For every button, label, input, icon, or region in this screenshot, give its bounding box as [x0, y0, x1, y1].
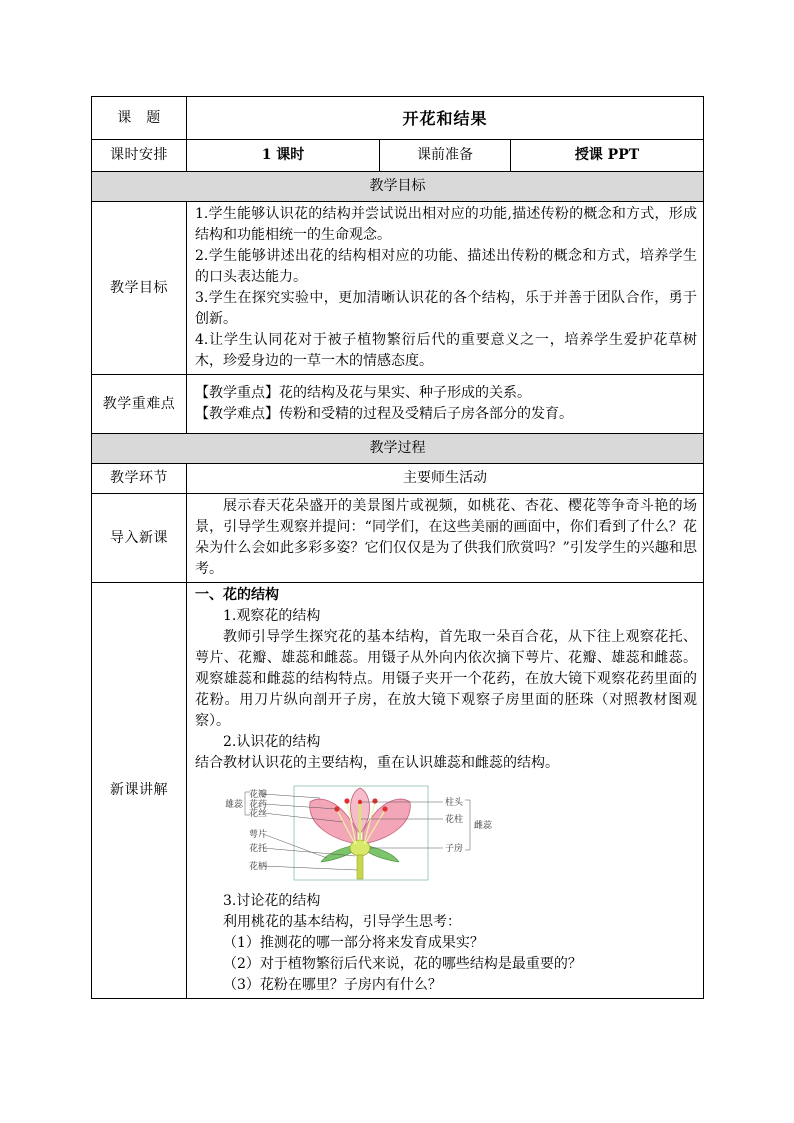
label-style: 花柱	[445, 815, 464, 825]
keypoint-item: 【教学难点】传粉和受精的过程及受精后子房各部分的发育。	[195, 406, 573, 422]
ovary-shape	[350, 840, 370, 856]
subheading-recognize: 2.认识花的结构	[223, 734, 321, 750]
label-anther: 花药	[249, 800, 268, 810]
label-receptacle: 花托	[249, 844, 268, 854]
hours-row	[92, 140, 704, 172]
flower-structure-figure	[225, 784, 525, 882]
section-heading: 一、花的结构	[195, 587, 279, 603]
intro-row	[92, 494, 704, 583]
topic-row	[92, 97, 704, 140]
hours-label: 课时安排	[92, 140, 187, 172]
recognize-paragraph: 结合教材认识花的主要结构，重在认识雄蕊和雌蕊的结构。	[195, 755, 559, 771]
new-lesson-label: 新课讲解	[92, 583, 187, 999]
intro-text: 展示春天花朵盛开的美景图片或视频，如桃花、杏花、樱花等争奇斗艳的场景，引导学生观察并提问：“同学们，在这些美丽的画面中，你们看到了什么？花朵为什么会如此多彩多姿？它们仅仅是为了供我们欣赏吗？”引发学生的兴趣和思考。	[195, 498, 697, 577]
process-section-title: 教学过程	[92, 434, 704, 464]
pedicel-shape	[357, 855, 363, 879]
step-column-header: 教学环节	[92, 464, 187, 494]
objectives-section-title: 教学目标	[92, 172, 704, 202]
objective-item: 4.让学生认同花对于被子植物繁衍后代的重要意义之一，培养学生爱护花草树木，珍爱身边的一草一木的情感态度。	[195, 332, 697, 369]
process-header-row	[92, 464, 704, 494]
label-stamen: 雄蕊	[225, 800, 244, 810]
objective-item: 1.学生能够认识花的结构并尝试说出相对应的功能,描述传粉的概念和方式，形成结构和功能相统一的生命观念。	[195, 206, 697, 243]
objective-item: 3.学生在探究实验中，更加清晰认识花的各个结构，乐于并善于团队合作，勇于创新。	[195, 290, 697, 327]
prep-label: 课前准备	[380, 140, 511, 172]
lesson-plan-table	[91, 96, 704, 999]
objective-item: 2.学生能够讲述出花的结构相对应的功能、描述出传粉的概念和方式，培养学生的口头表达能力。	[195, 248, 697, 285]
label-petal: 花瓣	[249, 790, 268, 800]
label-pedicel: 花柄	[249, 862, 268, 872]
flower-structure-diagram	[225, 784, 697, 889]
intro-label: 导入新课	[92, 494, 187, 583]
intro-content	[187, 494, 704, 583]
keypoint-item: 【教学重点】花的结构及花与果实、种子形成的关系。	[195, 385, 531, 401]
process-section-row	[92, 434, 704, 464]
discuss-paragraph: 利用桃花的基本结构，引导学生思考：	[223, 914, 461, 930]
prep-value: 授课 PPT	[511, 140, 704, 172]
label-filament: 花丝	[249, 809, 268, 819]
objectives-section-row	[92, 172, 704, 202]
question-item: （3）花粉在哪里？子房内有什么？	[223, 977, 442, 993]
label-stigma: 柱头	[445, 798, 464, 808]
label-sepal: 萼片	[249, 830, 268, 840]
keypoints-label: 教学重难点	[92, 375, 187, 434]
new-lesson-content	[187, 583, 704, 999]
subheading-observe: 1.观察花的结构	[223, 608, 321, 624]
keypoints-row	[92, 375, 704, 434]
topic-label: 课 题	[92, 97, 187, 140]
question-item: （2）对于植物繁衍后代来说，花的哪些结构是最重要的？	[223, 956, 582, 972]
objectives-content	[187, 202, 704, 375]
new-lesson-row	[92, 583, 704, 999]
label-ovary: 子房	[445, 844, 464, 854]
label-pistil: 雌蕊	[474, 821, 493, 831]
observe-paragraph: 教师引导学生探究花的基本结构，首先取一朵百合花，从下往上观察花托、萼片、花瓣、雄蕊和雌蕊。用镊子从外向内依次摘下萼片、花瓣、雄蕊和雌蕊。观察雄蕊和雌蕊的结构特点。用镊子夹开一个花药，在放大镜下观察花药里面的花粉。用刀片纵向剖开子房，在放大镜下观察子房里面的胚珠（对照教材图观察）。	[195, 629, 697, 729]
question-item: （1）推测花的哪一部分将来发育成果实？	[223, 935, 484, 951]
objectives-row	[92, 202, 704, 375]
petal-left-shape	[310, 799, 357, 844]
hours-value: 1 课时	[187, 140, 380, 172]
subheading-discuss: 3.讨论花的结构	[223, 893, 321, 909]
lesson-title: 开花和结果	[187, 97, 704, 140]
objectives-label: 教学目标	[92, 202, 187, 375]
keypoints-content	[187, 375, 704, 434]
activity-column-header: 主要师生活动	[187, 464, 704, 494]
